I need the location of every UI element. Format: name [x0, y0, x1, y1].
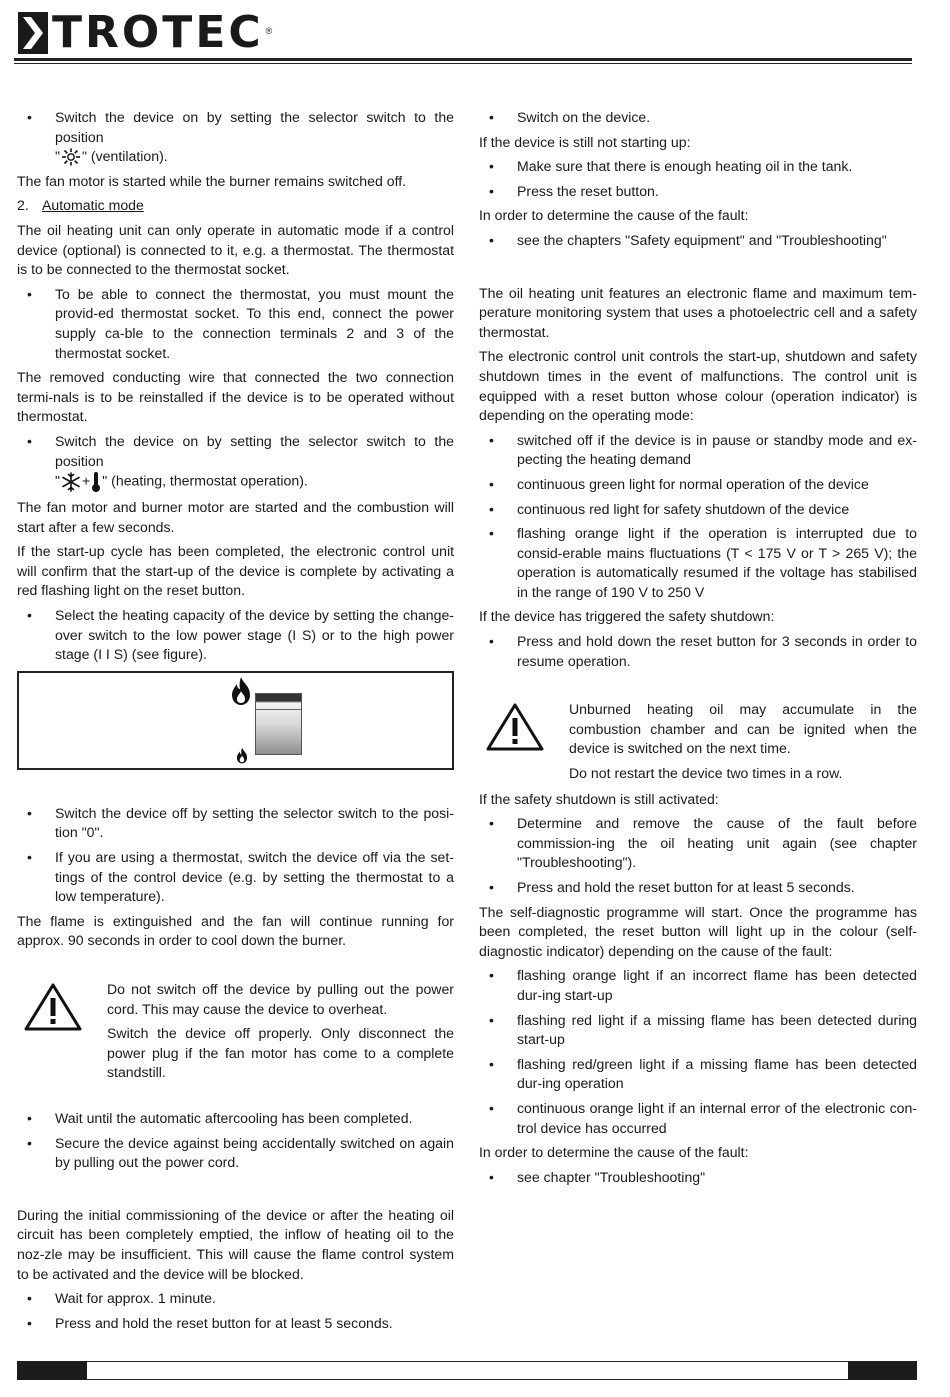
list-item: • continuous green light for normal operation of the device: [489, 475, 869, 492]
paragraph: The fan motor is started while the burner remains switched off.: [17, 172, 407, 189]
paragraph: If the safety shutdown is still activated:: [479, 790, 719, 807]
footer-block-left: [17, 1361, 87, 1380]
fan-icon: [60, 148, 82, 166]
warning-triangle-icon: [485, 702, 545, 752]
flame-icon: [229, 676, 253, 706]
page-header: [0, 0, 950, 70]
header-rule-thin: [14, 63, 912, 64]
logo-chevron-icon: [18, 12, 48, 54]
registered-mark: ®: [265, 26, 273, 36]
list-item: • flashing orange light if the operation is interrupted due to consid-erable mains fluctuations (T < 175 V or T > 265 V); the operation is automatically resumed if the voltage has stabilised in the range of 190 V to 250 V: [489, 525, 917, 600]
list-item: • continuous red light for safety shutdown of the device: [489, 500, 850, 517]
paragraph: If the device has triggered the safety shutdown:: [479, 608, 775, 625]
list-item: • Select the heating capacity of the device by setting the change-over switch to the low power stage (I S) or to the high power stage (I I S) (see figure).: [27, 607, 454, 663]
list-item: • continuous orange light if an internal error of the electronic con-trol device has occurred: [489, 1099, 917, 1136]
paragraph: During the initial commissioning of the device or after the heating oil circuit has been completely emptied, the inflow of heating oil to the noz-zle may be insufficient. This will cause the flame control system to be activated and the device will be blocked.: [17, 1206, 454, 1282]
section-heading: 2. Automatic mode: [17, 197, 144, 214]
list-item: • Wait for approx. 1 minute.: [27, 1290, 216, 1307]
list-item: • Secure the device against being accidentally switched on again by pulling out the power cord.: [27, 1134, 454, 1171]
list-item: • Make sure that there is enough heating oil in the tank.: [489, 158, 853, 175]
list-item: • flashing red/green light if a missing flame has been detected dur-ing operation: [489, 1055, 917, 1092]
warning-text: Do not switch off the device by pulling out the power cord. This may cause the device to overheat.: [107, 981, 454, 1017]
list-item: • flashing red light if a missing flame has been detected during start-up: [489, 1011, 917, 1048]
paragraph: The removed conducting wire that connected the two connection termi-nals is to be reinstalled if the device is to be operated without thermostat.: [17, 369, 454, 425]
paragraph: In order to determine the cause of the fault:: [479, 1144, 749, 1161]
list-item: • Switch the device on by setting the selector switch to the position " + " (heating, thermostat operation).: [17, 432, 454, 493]
warning-text: Switch the device off properly. Only disconnect the power plug if the fan motor has come to a complete standstill.: [107, 1025, 454, 1081]
list-item: • Switch on the device.: [489, 109, 651, 125]
paragraph: In order to determine the cause of the fault:: [479, 207, 749, 224]
page-footer: [17, 1361, 917, 1380]
thermometer-icon: [90, 471, 102, 493]
warning-triangle-icon: [23, 982, 83, 1032]
snowflake-icon: [60, 472, 82, 492]
list-item: • Press and hold the reset button for at least 5 seconds.: [489, 879, 855, 895]
paragraph: The electronic control unit controls the start-up, shutdown and safety shutdown times in the event of malfunctions. The control unit is equipped with a reset button whose colour (operation indicator) is depending on the operating mode:: [479, 348, 917, 424]
list-item: • see the chapters "Safety equipment" and "Troubleshooting": [489, 231, 887, 248]
list-item: • Switch the device on by setting the selector switch to the position " " (ventilation).: [17, 108, 454, 167]
warning-text: Unburned heating oil may accumulate in the combustion chamber and can be ignited when the device is switched on the next time.: [569, 701, 917, 757]
header-rule: [14, 58, 912, 61]
list-item: • Press the reset button.: [489, 182, 659, 199]
warning-box: [17, 980, 454, 1083]
trotec-logo: [18, 7, 273, 58]
left-column: [17, 108, 454, 1338]
list-item: • If you are using a thermostat, switch the device off via the set-tings of the control device (e.g. by setting the thermostat to a low temperature).: [27, 849, 454, 905]
paragraph: If the device is still not starting up:: [479, 133, 691, 150]
paragraph: The oil heating unit can only operate in automatic mode if a control device (optional) is connected to it, e.g. a thermostat. The thermostat is to be connected to the thermostat socket.: [17, 221, 454, 278]
paragraph: The fan motor and burner motor are started and the combustion will start after a few seconds.: [17, 499, 454, 535]
list-item: • Press and hold the reset button for at least 5 seconds.: [27, 1314, 393, 1331]
list-item: • Determine and remove the cause of the fault before commission-ing the oil heating unit again (see chapter "Troubleshooting").: [489, 815, 917, 871]
right-column: [479, 108, 917, 1192]
list-item: • To be able to connect the thermostat, you must mount the provid-ed thermostat socket. To this end, connect the power supply ca-ble to the connection terminals 2 and 3 of the thermostat socket.: [27, 285, 454, 361]
footer-block-right: [848, 1361, 917, 1380]
paragraph: The flame is extinguished and the fan will continue running for approx. 90 seconds in order to cool down the burner.: [17, 912, 454, 949]
paragraph: The oil heating unit features an electronic flame and maximum tem-perature monitoring system that uses a photoelectric cell and a safety thermostat.: [479, 284, 917, 340]
paragraph: If the start-up cycle has been completed, the electronic control unit will confirm that the start-up of the device is complete by activating a red flashing light on the reset button.: [17, 543, 454, 599]
list-item: • flashing orange light if an incorrect flame has been detected dur-ing start-up: [489, 967, 917, 1003]
paragraph: The self-diagnostic programme will start. Once the programme has been completed, the reset button will light up in the colour (self-diagnostic indicator) depending on the cause of the fault:: [479, 903, 917, 959]
list-item: • Wait until the automatic aftercooling has been completed.: [27, 1109, 413, 1126]
warning-box: [479, 700, 917, 783]
list-item: • switched off if the device is in pause or standby mode and ex-pecting the heating demand: [489, 431, 917, 468]
power-stage-switch: [255, 693, 302, 755]
warning-text: Do not restart the device two times in a row.: [569, 765, 843, 782]
list-item: • Press and hold down the reset button for 3 seconds in order to resume operation.: [489, 633, 917, 669]
list-item: • see chapter "Troubleshooting": [489, 1168, 706, 1185]
flame-icon: [235, 747, 249, 764]
power-switch-figure: [17, 671, 454, 770]
brand-name: TROTEC: [52, 7, 264, 58]
list-item: • Switch the device off by setting the selector switch to the posi-tion "0".: [27, 804, 454, 841]
